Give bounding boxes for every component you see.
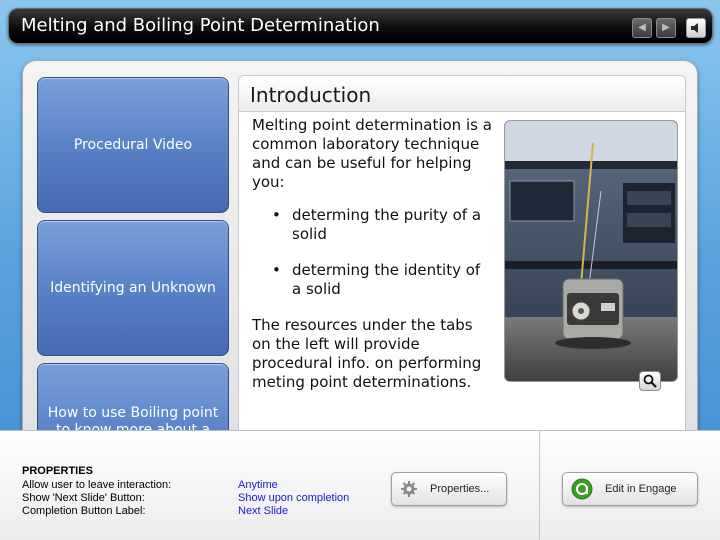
tab-label: Identifying an Unknown [50, 279, 216, 296]
bullet-glyph: • [272, 261, 281, 279]
bullet-list [252, 206, 492, 299]
edit-in-engage-button[interactable] [562, 472, 698, 506]
engage-logo-icon [571, 478, 593, 500]
footer-divider [539, 430, 540, 540]
edit-in-engage-label: Edit in Engage [605, 483, 677, 495]
slide-title: Melting and Boiling Point Determination [21, 15, 380, 36]
melting-point-apparatus-photo [504, 120, 678, 382]
title-bar [8, 8, 713, 44]
property-value: Show upon completion [238, 492, 350, 504]
properties-title: PROPERTIES [22, 465, 93, 477]
next-slide-button[interactable] [656, 18, 676, 38]
bullet-text: determing the identity of a solid [292, 261, 481, 298]
properties-button-label: Properties... [430, 483, 490, 495]
left-arrow-icon: ◀ [638, 22, 646, 33]
speaker-icon [690, 22, 702, 34]
property-value: Next Slide [238, 505, 289, 517]
gear-icon [400, 480, 418, 498]
property-row [22, 479, 278, 492]
bullet-glyph: • [272, 206, 281, 224]
bullet-text: determing the purity of a solid [292, 206, 482, 243]
tab-procedural-video[interactable] [37, 77, 229, 213]
previous-slide-button[interactable] [632, 18, 652, 38]
properties-list [22, 465, 350, 518]
list-item [252, 261, 492, 299]
property-label: Allow user to leave interaction: [22, 479, 172, 491]
property-label: Show 'Next Slide' Button: [22, 492, 145, 504]
content-text [252, 116, 492, 406]
magnifier-icon [643, 374, 657, 388]
lab-photo-illustration [505, 121, 678, 382]
property-label: Completion Button Label: [22, 505, 146, 517]
property-row [22, 492, 350, 505]
list-item [252, 206, 492, 244]
closing-paragraph: The resources under the tabs on the left will provide procedural info. on performing meting point determinations. [252, 316, 482, 391]
audio-button[interactable] [686, 18, 706, 38]
content-pane [238, 75, 686, 455]
content-heading: Introduction [250, 83, 372, 107]
properties-button[interactable] [391, 472, 507, 506]
tab-identifying-unknown[interactable] [37, 220, 229, 356]
tab-label: Procedural Video [73, 136, 193, 153]
properties-footer [0, 430, 720, 540]
zoom-button[interactable] [639, 371, 661, 391]
tab-label: How to use Boiling point [47, 405, 219, 421]
property-row [22, 505, 289, 518]
right-arrow-icon: ▶ [662, 22, 670, 33]
intro-paragraph: Melting point determination is a common laboratory technique and can be useful for helping you: [252, 116, 492, 191]
content-header [239, 76, 685, 112]
property-value: Anytime [238, 479, 278, 491]
